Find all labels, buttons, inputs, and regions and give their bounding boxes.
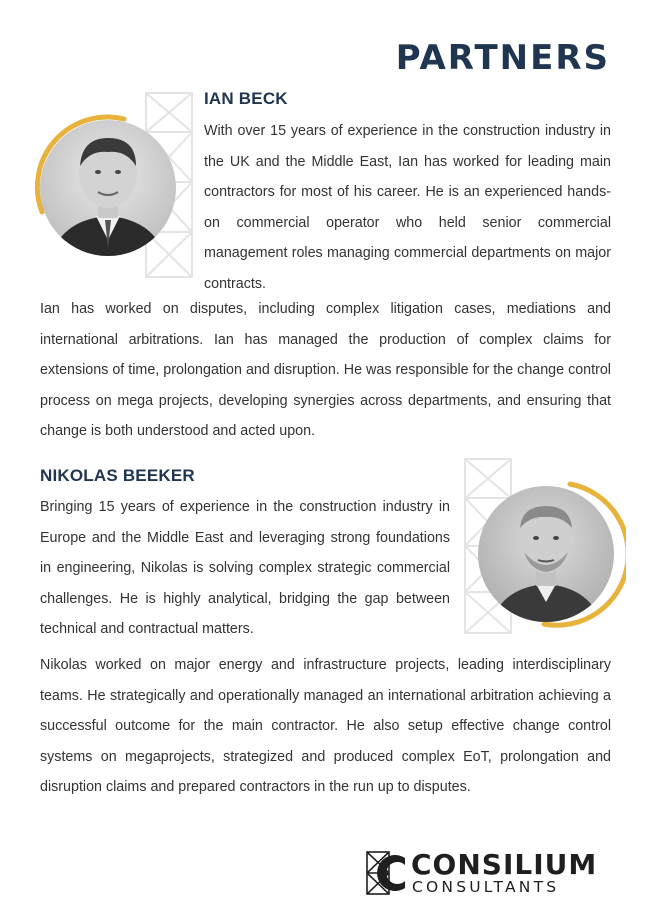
consilium-logo-mark-icon (365, 850, 407, 896)
nikolas-beeker-intro: Bringing 15 years of experience in the construction industry in Europe and the Middle East and leveraging strong foundations in engineering, Nikolas is solving complex strategic commercial challenges. He is highly analytical, bridging the gap between technical and contractual matters. (40, 499, 450, 638)
partner-name-nikolas-beeker: NIKOLAS BEEKER (40, 466, 195, 485)
ian-beck-photo (28, 108, 188, 268)
nikolas-beeker-photo (466, 474, 626, 634)
consilium-consultants-logo (365, 850, 615, 896)
partner-name-ian-beck: IAN BECK (204, 89, 288, 108)
ian-beck-detail: Ian has worked on disputes, including complex litigation cases, mediations and international arbitrations. Ian has managed the production of complex claims for extensions of time, prolongation and disruption. He was responsible for the change control process on mega projects, developing synergies across departments, and ensuring that change is both understood and acted upon. (40, 301, 611, 440)
logo-wordmark: CONSILIUM (411, 848, 598, 881)
page-title: PARTNERS (395, 38, 610, 78)
logo-subtitle: CONSULTANTS (412, 878, 560, 896)
ian-beck-intro: With over 15 years of experience in the construction industry in the UK and the Middle East, Ian has worked for leading main contractors for most of his career. He is an experienced hands-on commercial operator who held senior commercial management roles managing commercial departments on major contracts. (204, 123, 611, 292)
nikolas-beeker-detail: Nikolas worked on major energy and infrastructure projects, leading interdisciplinary teams. He strategically and operationally managed an international arbitration achieving a successful outcome for the main contractor. He also setup effective change control systems on megaprojects, strategized and produced complex EoT, prolongation and disruption claims and prepared contractors in the run up to disputes. (40, 657, 611, 796)
